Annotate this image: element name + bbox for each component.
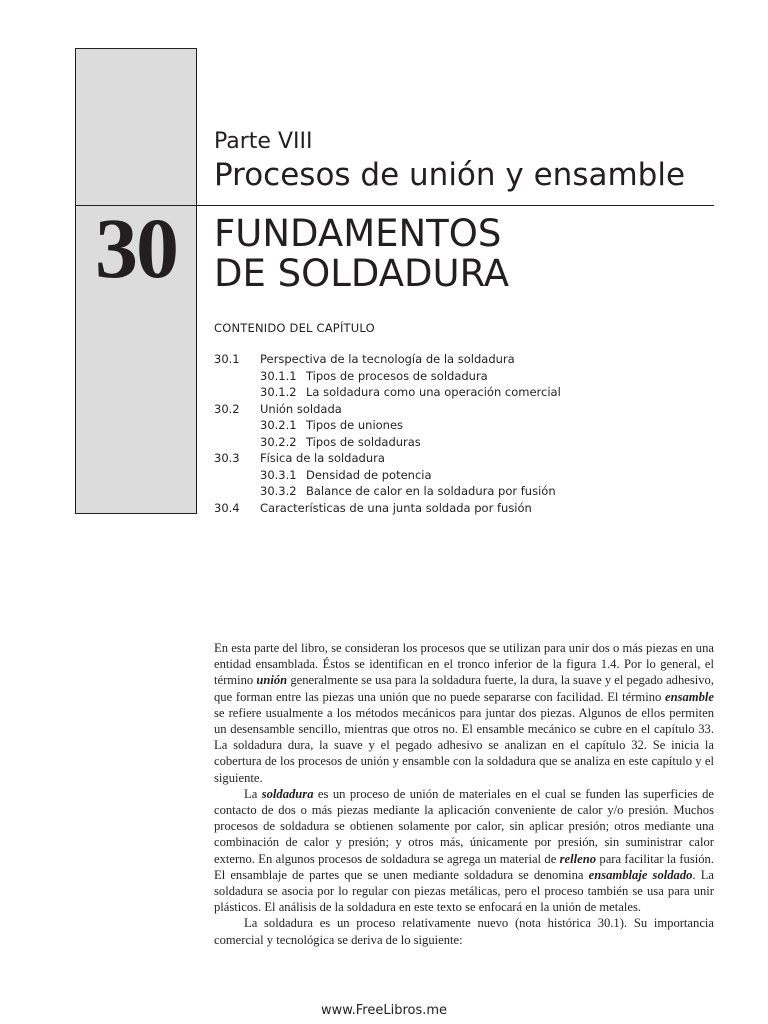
toc-item-number: 30.2	[214, 401, 240, 416]
toc-item-number: 30.1.1	[260, 368, 297, 383]
toc-item	[214, 483, 734, 500]
toc-item	[214, 467, 734, 484]
toc-item	[214, 417, 734, 434]
toc-item-number: 30.3	[214, 451, 240, 465]
toc-item-label: Perspectiva de la tecnología de la soldadura	[260, 352, 515, 366]
toc-item-label: La soldadura como una operación comercial	[306, 385, 561, 399]
toc-item-label: Tipos de procesos de soldadura	[306, 368, 488, 383]
toc-item	[214, 434, 734, 451]
toc-item	[214, 401, 734, 418]
table-of-contents	[214, 351, 734, 516]
keyword-relleno: relleno	[559, 851, 597, 866]
toc-item-number: 30.2.1	[260, 418, 297, 432]
toc-item-number: 30.1.2	[260, 385, 297, 399]
footer-url[interactable]: www.FreeLibros.me	[320, 1003, 448, 1018]
keyword-ensamblaje-soldado: ensamblaje soldado	[588, 867, 693, 882]
toc-item-label: Unión soldada	[260, 401, 342, 416]
toc-item-label: Balance de calor en la soldadura por fusión	[306, 484, 556, 498]
toc-item-number: 30.3.2	[260, 484, 297, 498]
toc-item-label: Tipos de uniones	[306, 418, 404, 432]
toc-item	[214, 384, 734, 401]
contents-heading: CONTENIDO DEL CAPÍTULO	[214, 321, 375, 335]
toc-item-label: Física de la soldadura	[260, 451, 385, 465]
toc-item-label: Tipos de soldaduras	[306, 434, 421, 449]
keyword-union: unión	[256, 673, 288, 688]
paragraph-3: La soldadura es un proceso relativamente nuevo (nota histórica 30.1). Su importancia comercial y tecnológica se deriva de lo siguiente:	[214, 916, 714, 947]
paragraph-2: La soldadura es un proceso de unión de materiales en el cual se funden las superficies de contacto de dos o más piezas mediante la aplicación conveniente de calor y/o presión. Muchos procesos de soldadura se obtienen solamente por calor, sin aplicar presión; otros mediante una combinación de calor y presión; y otros más, únicamente por presión, sin suministrar calor externo. En algunos procesos de soldadura se agrega un material de relleno para facilitar la fusión. El ensamblaje de partes que se unen mediante soldadura se denomina ensamblaje soldado. La soldadura se asocia por lo regular con piezas metálicas, pero el proceso también se usa para unir plásticos. El análisis de la soldadura en este texto se enfocará en la unión de metales.	[214, 786, 714, 915]
toc-item-number: 30.2.2	[260, 434, 297, 449]
toc-item-number: 30.3.1	[260, 467, 297, 482]
toc-item-label: Características de una junta soldada por fusión	[260, 500, 532, 515]
keyword-soldadura: soldadura	[261, 786, 314, 801]
toc-item	[214, 351, 734, 368]
part-label: Parte VIII	[214, 129, 313, 154]
paragraph-1: En esta parte del libro, se consideran los procesos que se utilizan para unir dos o más piezas en una entidad ensamblada. Éstos se identifican en el tronco inferior de la figura 1.4. Por lo general, el término unión generalmente se usa para la soldadura fuerte, la dura, la suave y el pegado adhesivo, que forman entre las piezas una unión que no puede separarse con facilidad. El término ensamble se refiere usualmente a los métodos mecánicos para juntar dos piezas. Algunos de ellos permiten un desensamble sencillo, mientras que otros no. El ensamble mecánico se cubre en el capítulo 33. La soldadura dura, la suave y el pegado adhesivo se analizan en el capítulo 32. Se inicia la cobertura de los procesos de unión y ensamble con la soldadura que se analiza en este capítulo y el siguiente.	[214, 641, 714, 785]
chapter-number: 30	[95, 200, 177, 296]
part-title: Procesos de unión y ensamble	[214, 157, 686, 193]
chapter-title-line2: DE SOLDADURA	[214, 252, 510, 295]
keyword-ensamble: ensamble	[665, 689, 714, 704]
chapter-title-line1: FUNDAMENTOS	[214, 212, 502, 255]
toc-item-label: Densidad de potencia	[306, 467, 432, 482]
chapter-title	[214, 214, 509, 294]
toc-item	[214, 368, 734, 385]
toc-item	[214, 450, 734, 467]
toc-item-number: 30.1	[214, 352, 240, 366]
toc-item-number: 30.4	[214, 500, 240, 515]
intro-text	[214, 640, 714, 948]
toc-item	[214, 500, 734, 517]
